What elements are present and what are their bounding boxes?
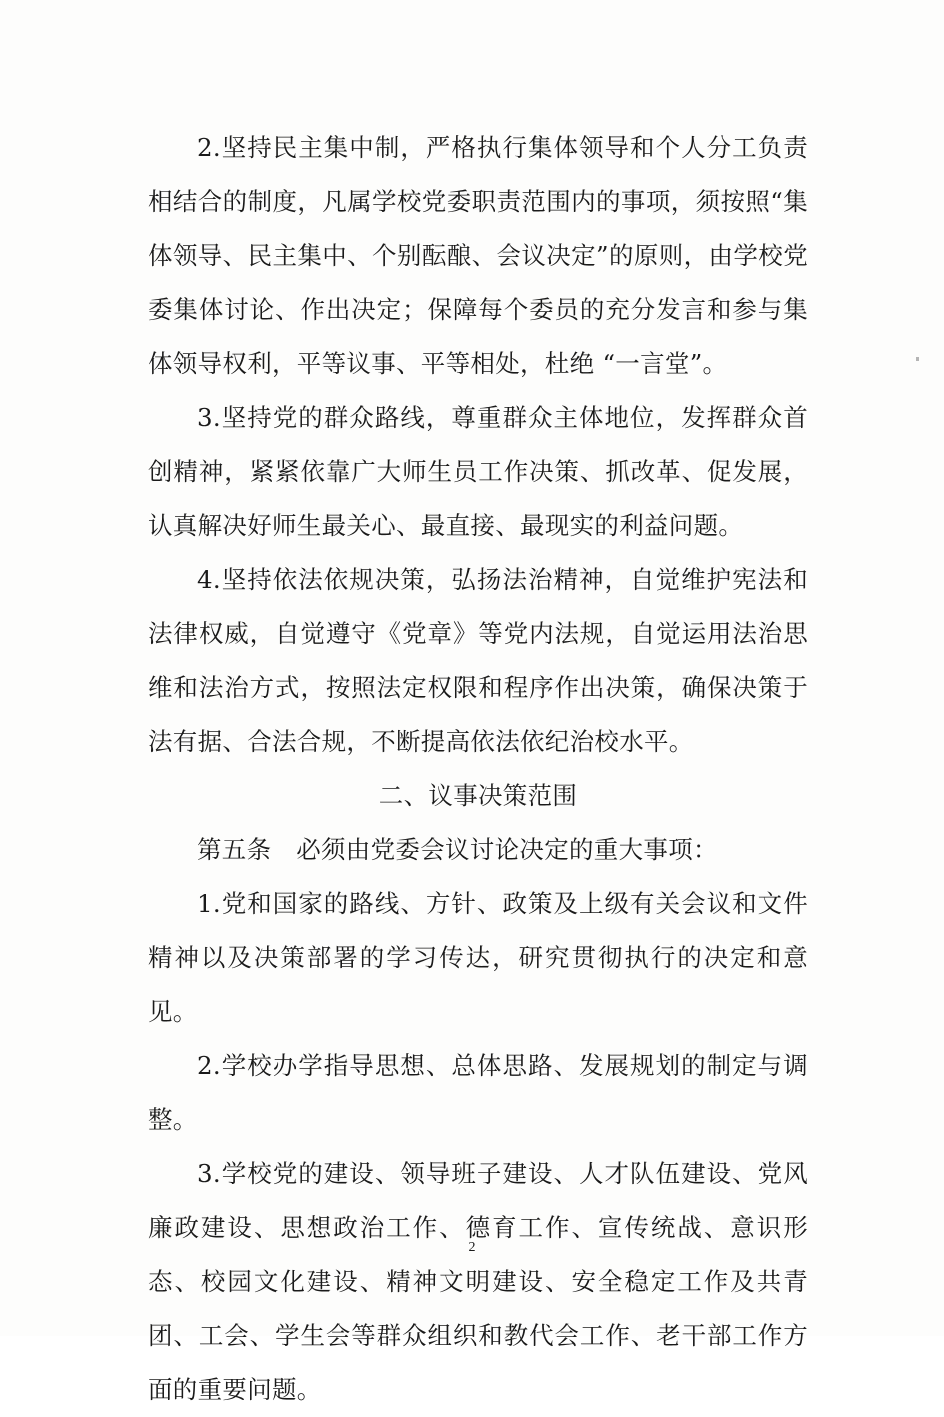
page-number: 2 <box>468 1240 476 1255</box>
article-5-item-2: 2.学校办学指导思想、总体思路、发展规划的制定与调整。 <box>148 1051 808 1134</box>
paragraph-principle-3: 3.坚持党的群众路线，尊重群众主体地位，发挥群众首创精神，紧紧依靠广大师生员工作决策、抓改革、促发展，认真解决好师生最关心、最直接、最现实的利益问题。 <box>148 403 808 540</box>
article-5-item-1: 1.党和国家的路线、方针、政策及上级有关会议和文件精神以及决策部署的学习传达，研究贯彻执行的决定和意见。 <box>148 889 808 1026</box>
article-5-title: 第五条 必须由党委会议讨论决定的重大事项： <box>197 835 718 864</box>
paragraph-principle-2: 2.坚持民主集中制，严格执行集体领导和个人分工负责相结合的制度，凡属学校党委职责范围内的事项，须按照“集体领导、民主集中、个别酝酿、会议决定”的原则，由学校党委集体讨论、作出决定；保障每个委员的充分发言和参与集体领导权利，平等议事、平等相处，杜绝 “一言堂”。 <box>148 133 808 378</box>
paragraph-principle-4: 4.坚持依法依规决策，弘扬法治精神，自觉维护宪法和法律权威，自觉遵守《党章》等党内法规，自觉运用法治思维和法治方式，按照法定权限和程序作出决策，确保决策于法有据、合法合规，不断提高依法依纪治校水平。 <box>148 565 808 756</box>
section-heading: 二、议事决策范围 <box>378 781 578 810</box>
article-5-item-3: 3.学校党的建设、领导班子建设、人才队伍建设、党风廉政建设、思想政治工作、德育工作、宣传统战、意识形态、校园文化建设、精神文明建设、安全稳定工作及共青团、工会、学生会等群众组织和教代会工作、老干部工作方面的重要问题。 <box>148 1159 808 1404</box>
scan-mark <box>916 357 919 361</box>
body-text <box>148 121 808 1417</box>
